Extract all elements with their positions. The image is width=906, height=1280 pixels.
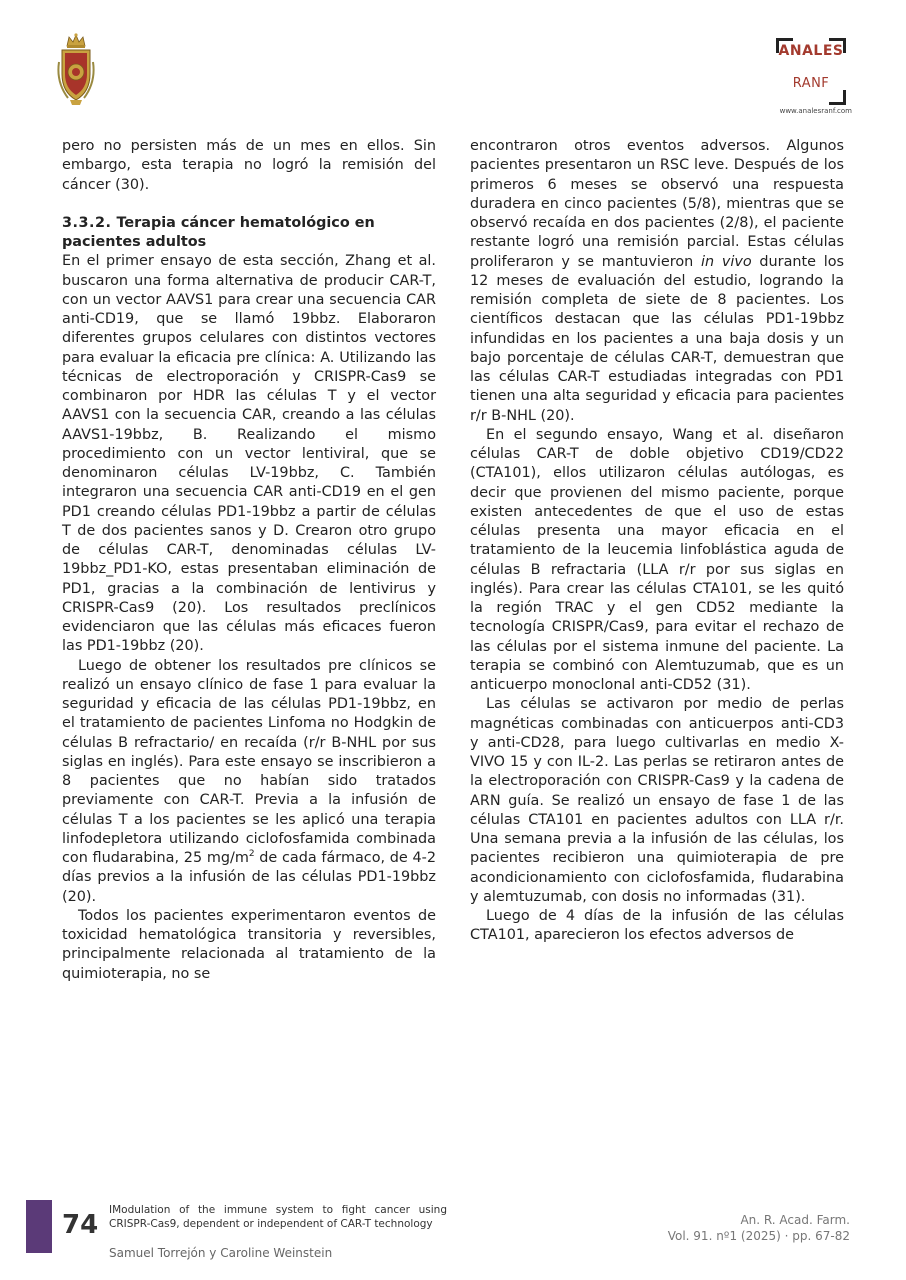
paragraph-text: Luego de obtener los resultados pre clínicos se realizó un ensayo clínico de fase 1 para evaluar la seguridad y eficacia de las células PD1-19bbz, en el tratamiento de pacientes Linfoma no Hodgkin de células B refractario/ en recaída (r/r B-NHL por sus siglas en inglés). Para este ensayo se inscribieron a 8 pacientes que no habían sido tratados previamente con CAR-T. Previa a la infusión de células T a los pacientes se les aplicó una terapia linfodepletora utilizando ciclofosfamida combinada con fludarabina, 25 mg/m	[62, 657, 436, 866]
section-number: 3.3.2.	[62, 214, 112, 231]
journal-url: www.analesranf.com	[779, 107, 852, 115]
anales-ranf-logo	[768, 38, 850, 118]
italic-term: in vivo	[701, 253, 752, 270]
article-authors: Samuel Torrejón y Caroline Weinstein	[109, 1246, 333, 1260]
logo-bracket	[829, 90, 846, 105]
superscript: 2	[248, 849, 255, 860]
paragraph: En el primer ensayo de esta sección, Zhang et al. buscaron una forma alternativa de producir CAR-T, con un vector AAVS1 para crear una secuencia CAR anti-CD19, que se llamó 19bbz. Elaboraron diferentes grupos celulares con distintos vectores para evaluar la eficacia pre clínica: A. Utilizando las técnicas de electroporación y CRISPR-Cas9 se combinaron por HDR las células T y el vector AAVS1 con la secuencia CAR, creando a las células AAVS1-19bbz, B. Realizando el mismo procedimiento con un vector lentiviral, que se denominaron células LV-19bbz, C. También integraron una secuencia CAR anti-CD19 en el gen PD1 creando células PD1-19bbz a partir de células T de dos pacientes sanos y D. Crearon otro grupo de células CAR-T, denominadas células LV-19bbz_PD1-KO, estas presentaban eliminación de PD1, gracias a la combinación de lentivirus y CRISPR-Cas9 (20). Los resultados preclínicos evidenciaron que las células más eficaces fueron las PD1-19bbz (20).	[62, 253, 436, 655]
academy-crest-logo	[56, 32, 96, 106]
paragraph: Todos los pacientes experimentaron eventos de toxicidad hematológica transitoria y reversibles, principalmente relacionada al tratamiento de la quimioterapia, no se	[62, 907, 436, 982]
journal-volume: Vol. 91. nº1 (2025) · pp. 67-82	[667, 1229, 850, 1243]
paragraph: pero no persisten más de un mes en ellos. Sin embargo, esta terapia no logró la remisión del cáncer (30).	[62, 138, 436, 193]
logo-text-anales: ANALES	[778, 43, 844, 59]
right-column	[470, 137, 844, 946]
paragraph: Luego de 4 días de la infusión de las células CTA101, aparecieron los efectos adversos de	[470, 908, 844, 944]
paragraph: Las células se activaron por medio de perlas magnéticas combinadas con anticuerpos anti-CD3 y anti-CD28, para luego cultivarlas en medio X-VIVO 15 y con IL-2. Las perlas se retiraron antes de la electroporación con CRISPR-Cas9 y la cadena de ARN guía. Se realizó un ensayo de fase 1 de las células CTA101 en pacientes adultos con LLA r/r. Una semana previa a la infusión de las células, los pacientes recibieron una quimioterapia de pre acondicionamiento con ciclofosfamida, fludarabina y alemtuzumab, con dosis no informadas (31).	[470, 696, 844, 905]
paragraph: En el segundo ensayo, Wang et al. diseñaron células CAR-T de doble objetivo CD19/CD22 (CTA101), ellos utilizaron células autólogas, es decir que provienen del mismo paciente, porque existen antecedentes de que el uso de estas células presenta una mayor eficacia en el tratamiento de la leucemia linfoblástica aguda de células B refractaria (LLA r/r por sus siglas en inglés). Para crear las células CTA101, se les quitó la región TRAC y el gen CD52 mediante la tecnología CRISPR/Cas9, para evitar el rechazo de las células por el sistema inmune del paciente. La terapia se combinó con Alemtuzumab, que es un anticuerpo monoclonal anti-CD52 (31).	[470, 426, 844, 693]
paragraph-text: de cada fármaco, de 4-2 días previos a la infusión de las células PD1-19bbz (20).	[62, 850, 436, 905]
article-title: IModulation of the immune system to fight cancer using CRISPR-Cas9, dependent or independent of CAR-T technology	[109, 1204, 447, 1230]
logo-text-ranf: RANF	[792, 76, 830, 91]
paragraph-text: durante los 12 meses de evaluación del estudio, logrando la remisión completa de siete de 8 pacientes. Los científicos destacan que las células PD1-19bbz infundidas en los pacientes a una baja dosis y un bajo porcentaje de células CAR-T, demuestran que las células CAR-T estudiadas integradas con PD1 tienen una alta seguridad y eficacia para pacientes r/r B-NHL (20).	[470, 253, 845, 424]
journal-citation	[550, 1212, 850, 1244]
journal-name: An. R. Acad. Farm.	[740, 1213, 850, 1227]
left-column	[62, 137, 436, 984]
section-title: Terapia cáncer hematológico en pacientes adultos	[62, 214, 375, 250]
page-number: 74	[62, 1210, 99, 1240]
paragraph-text: encontraron otros eventos adversos. Algunos pacientes presentaron un RSC leve. Después de los primeros 6 meses se observó una respuesta duradera en cinco pacientes (5/8), mientras que se observó recaída en dos pacientes (2/8), el paciente restante logró una remisión parcial. Estas células proliferaron y se mantuvieron	[470, 138, 844, 270]
paragraph	[470, 137, 844, 426]
footer-color-bar	[26, 1200, 52, 1253]
section-heading	[62, 214, 436, 253]
paragraph	[62, 657, 436, 907]
